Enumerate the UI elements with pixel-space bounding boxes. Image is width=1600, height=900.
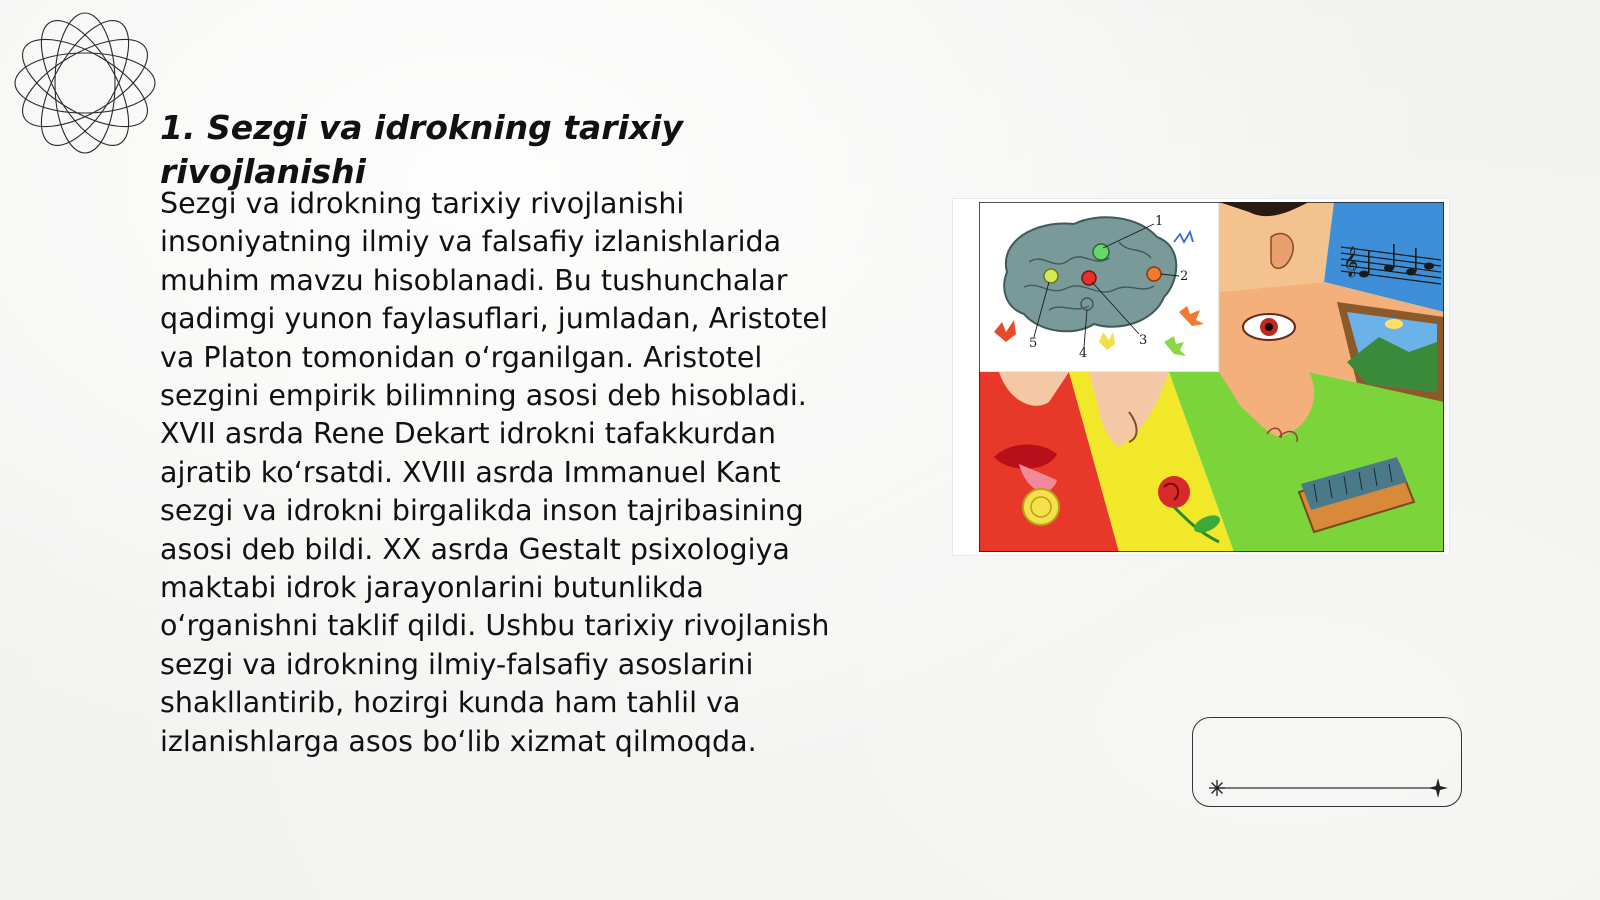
senses-illustration <box>953 199 1449 555</box>
brain-label-5: 5 <box>1029 336 1038 351</box>
brain-label-3: 3 <box>1139 333 1148 348</box>
slide-body-text: Sezgi va idrokning tarixiy rivojlanishi insoniyatning ilmiy va falsafiy izlanishlarida muhim mavzu hisoblanadi. Bu tushunchalar qadimgi yunon faylasuflari, jumladan, Aristotel va Platon tomonidan o‘rganilgan. Aristotel sezgini empirik bilimning asosi deb hisobladi. XVII asrda Rene Dekart idrokni tafakkurdan ajratib ko‘rsatdi. XVIII asrda Immanuel Kant sezgi va idrokni birgalikda inson tajribasining asosi deb bildi. XX asrda Gestalt psixologiya maktabi idrok jarayonlarini butunlikda o‘rganishni taklif qildi. Ushbu tarixiy rivojlanish sezgi va idrokning ilmiy-falsafiy asoslarini shakllantirib, hozirgi kunda ham tahlil va izlanishlarga asos bo‘lib xizmat qilmoqda. <box>160 187 830 758</box>
slide-title: 1. Sezgi va idrokning tarixiy rivojlanishi <box>160 108 684 191</box>
brain-label-2: 2 <box>1180 269 1189 284</box>
decorative-frame <box>1192 717 1462 807</box>
star-line-ornament-icon <box>1193 718 1463 808</box>
brain-label-1: 1 <box>1155 214 1164 229</box>
brain-label-4: 4 <box>1079 346 1088 361</box>
rosette-ornament-icon <box>10 8 160 158</box>
svg-text:𝄞: 𝄞 <box>1343 247 1359 277</box>
